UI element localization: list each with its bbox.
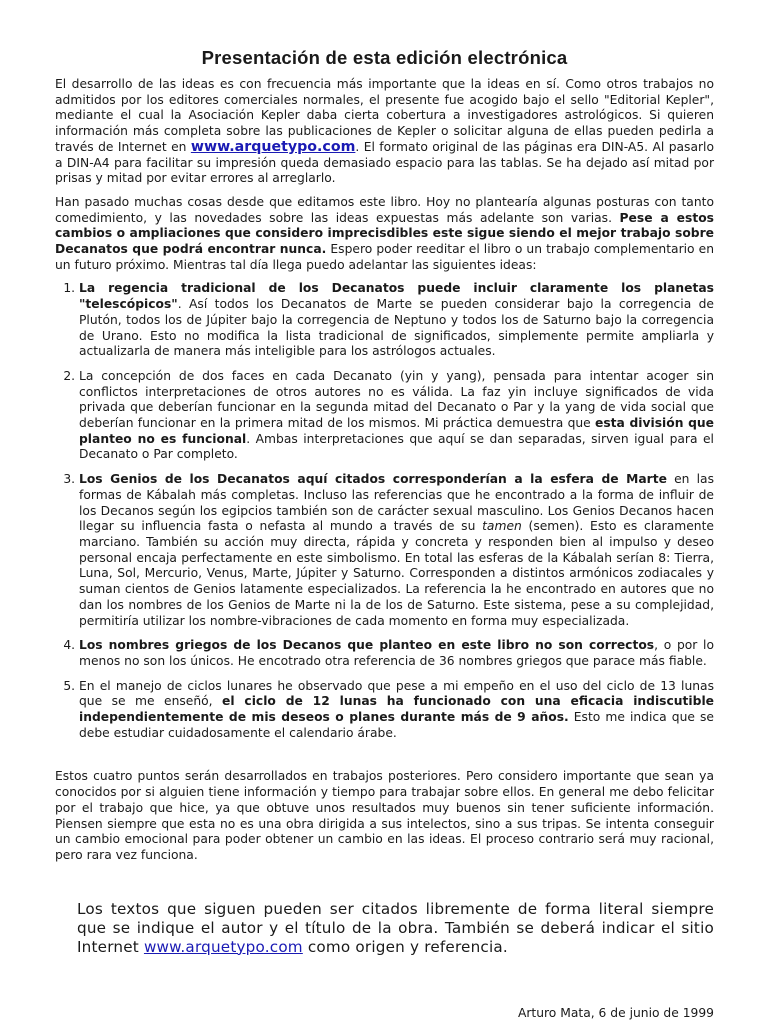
- item-2-text-2: . Ambas interpretaciones que aquí se dan separadas, sirven igual para el Decanato o Par completo.: [79, 431, 714, 462]
- notice-text-1: Los textos que siguen pueden ser citados libremente de forma literal siempre que se indique el autor y el título de la obra. También se deberá indicar el sitio Internet: [77, 899, 714, 956]
- intro-text-2: . El formato original de las páginas era DIN-A5. Al pasarlo a DIN-A4 para facilitar su impresión queda demasiado espacio para las tablas. Se ha dejado así mitad por prisas y mitad por evitar errores al arreglarlo.: [55, 139, 714, 186]
- citation-notice: [77, 900, 714, 957]
- intro-text-1: El desarrollo de las ideas es con frecuencia más importante que la ideas en sí. Como otros trabajos no admitidos por los editores comerciales normales, el presente fue acogido bajo el sello "Editorial Kepler", mediante el cual la Asociación Kepler daba cierta cobertura a investigadores astrológicos. Si quieren información más completa sobre las publicaciones de Kepler o solicitar alguna de ellas pueden pedirla a través de Internet en: [55, 77, 714, 154]
- changes-text-2: Espero poder reeditar el libro o un trabajo complementario en un futuro próximo. Mientras tal día llega puedo adelantar las siguientes ideas:: [55, 242, 714, 272]
- item-2-text-1: La concepción de dos faces en cada Decanato (yin y yang), pensada para intentar acoger sin conflictos interpretaciones de otros autores no es válida. La faz yin incluye significados de vida privada que deberían funcionar en la segunda mitad del Decanato o Par y la yang de vida social que deberían funcionar en la primera mitad de los mismos. Mi práctica demuestra que: [79, 368, 714, 431]
- arquetypo-link[interactable]: www.arquetypo.com: [190, 138, 356, 155]
- list-item: [79, 369, 714, 463]
- changes-paragraph: [55, 195, 714, 274]
- closing-paragraph: Estos cuatro puntos serán desarrollados en trabajos posteriores. Pero considero importante que sean ya conocidos por si alguien tiene información y tiempo para trabajar sobre ellos. En general me debo felicitar por el trabajo que hice, ya que obtuve unos resultados muy buenos sin tener suficiente información. Piensen siempre que esta no es una obra dirigida a sus intelectos, sino a sus tripas. Se intenta conseguir un cambio emocional para poder obtener un cambio en las ideas. El proceso contrario será muy racional, pero rara vez funciona.: [55, 769, 714, 862]
- changes-bold: Pese a estos cambios o ampliaciones que considero imprecisdibles este sigue siendo el mejor trabajo sobre Decanatos que podrá encontrar nunca.: [55, 210, 714, 257]
- list-item: [79, 472, 714, 629]
- list-item: [79, 638, 714, 669]
- list-item: [79, 281, 714, 360]
- item-4-text: , o por lo menos no son los únicos. He encotrado otra referencia de 36 nombres griegos que parace más fiable.: [79, 638, 714, 668]
- item-5-text-1: En el manejo de ciclos lunares he observado que pese a mi empeño en el uso del ciclo de 13 lunas que se me enseñó,: [79, 678, 714, 709]
- item-1-bold: La regencia tradicional de los Decanatos puede incluir claramente los planetas "telescópicos": [79, 281, 714, 312]
- item-5-text-2: Esto me indica que se debe estudiar cuidadosamente el calendario árabe.: [79, 710, 714, 740]
- intro-paragraph: [55, 77, 714, 187]
- item-3-text-2: (semen). Esto es claramente marciano. También su acción muy directa, rápida y concreta y responden bien al impulso y deseo personal encaja perfectamente en este simbolismo. En total las esferas de la Kábalah serían 8: Tierra, Luna, Sol, Mercurio, Venus, Marte, Júpiter y Saturno. Corresponden a distintos armónicos zodiacales y suman cientos de Genios latamente especializados. La referencia la he encontrado en autores que no dan los nombres de los Genios de Marte ni la de los de Saturno. Este sistema, pese a su complejidad, permitiría utilizar los nombre-vibraciones de cada momento en forma muy especializada.: [79, 519, 714, 628]
- list-item: [79, 679, 714, 742]
- notice-text-2: como origen y referencia.: [302, 937, 508, 956]
- item-3-italic: tamen: [482, 519, 522, 534]
- page-title: Presentación de esta edición electrónica: [201, 47, 568, 68]
- item-4-bold: Los nombres griegos de los Decanos que planteo en este libro no son correctos: [79, 638, 655, 653]
- notice-arquetypo-link[interactable]: www.arquetypo.com: [143, 937, 303, 956]
- item-5-bold: el ciclo de 12 lunas ha funcionado con una eficacia indiscutible independientemente de mis deseos o planes durante más de 9 años.: [79, 694, 714, 725]
- changes-text-1: Han pasado muchas cosas desde que editamos este libro. Hoy no plantearía algunas posturas con tanto comedimiento, y las novedades sobre las ideas expuestas más adelante son varias.: [55, 194, 714, 225]
- item-1-text: . Así todos los Decanatos de Marte se pueden considerar bajo la corregencia de Plutón, todos los de Júpiter bajo la corregencia de Neptuno y todos los de Saturno bajo la corregencia de Urano. Esto no modifica la lista tradicional de significados, simplemente permite ampliarla y actualizarla de manera más inteligible para los astrólogos actuales.: [79, 297, 714, 359]
- signature: Arturo Mata, 6 de junio de 1999: [517, 1006, 714, 1020]
- item-2-bold: esta división que planteo no es funcional: [79, 416, 715, 446]
- item-3-bold: Los Genios de los Decanatos aquí citados corresponderían a la esfera de Marte: [79, 472, 667, 487]
- ideas-list: [55, 281, 714, 741]
- item-3-text-1: en las formas de Kábalah más completas. Incluso las referencias que he encontrado a la forma de influir de los Decanos según los egipcios también son de carácter sexual masculino. Los Genios Decanos hacen llegar su influencia fasta o nefasta al mundo a través de su: [79, 472, 714, 534]
